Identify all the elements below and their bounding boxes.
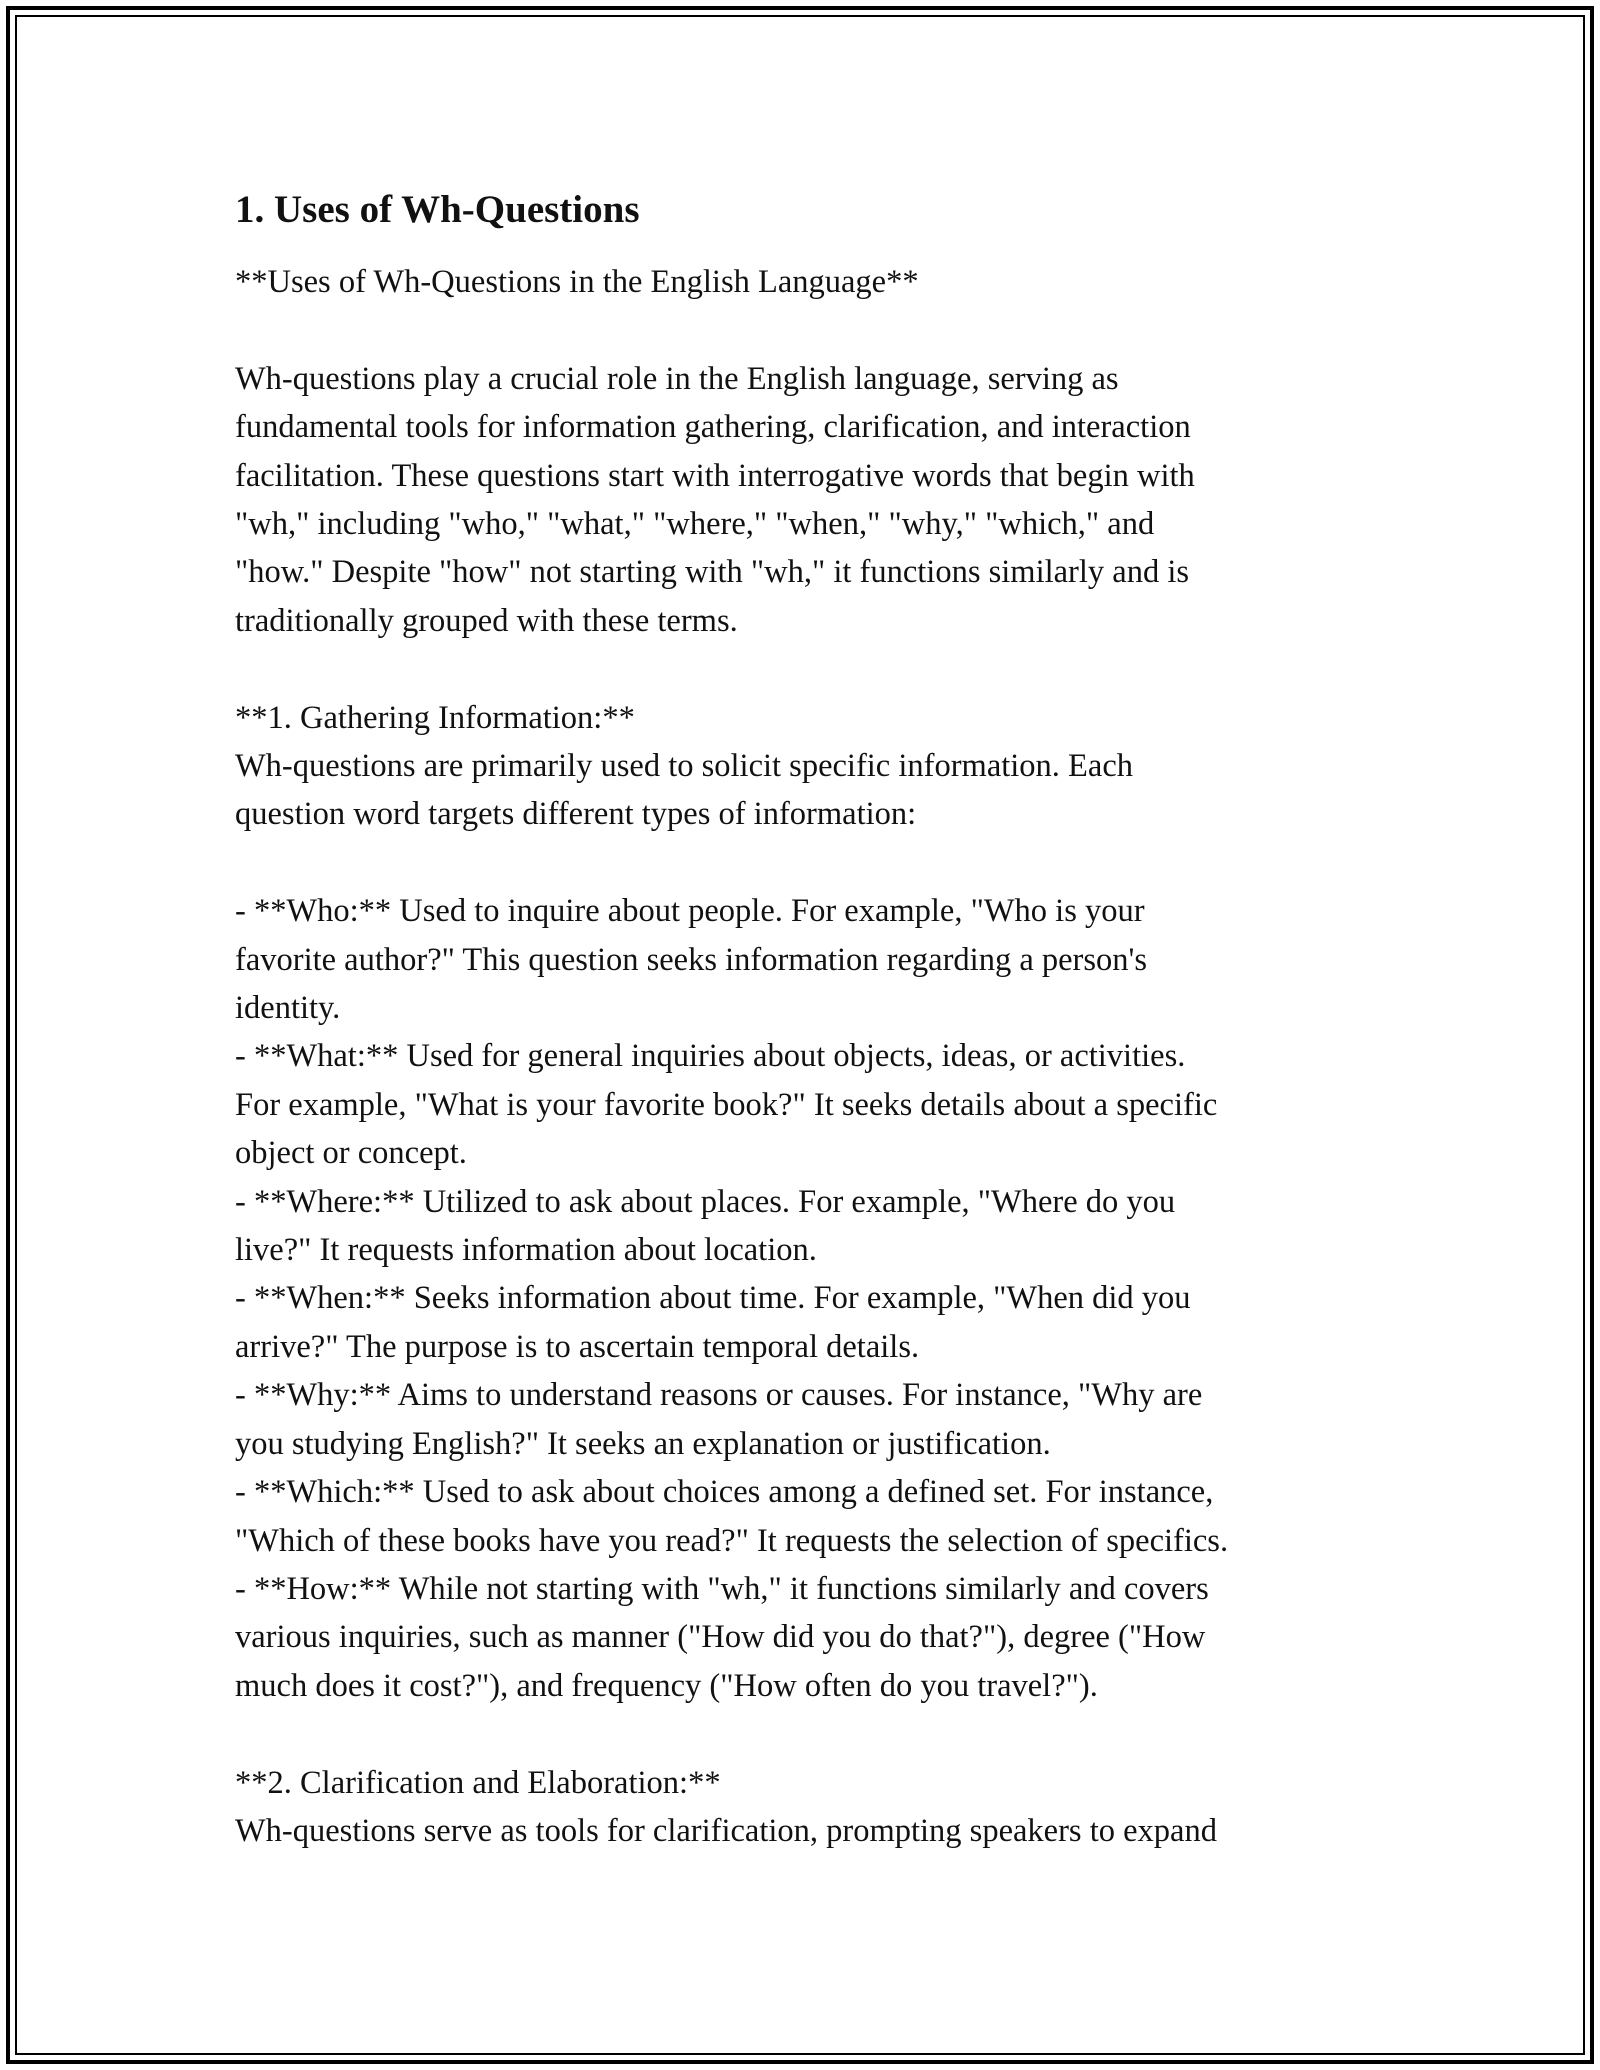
text-line: Wh-questions play a crucial role in the English language, serving as bbox=[235, 360, 1119, 397]
text-line: "how." Despite "how" not starting with "wh," it functions similarly and is bbox=[235, 554, 1190, 591]
text-line: you studying English?" It seeks an explanation or justification. bbox=[235, 1425, 1051, 1462]
text-line: - **Which:** Used to ask about choices among a defined set. For instance, bbox=[235, 1474, 1214, 1511]
document-heading: 1. Uses of Wh-Questions bbox=[235, 188, 640, 231]
text-line: - **Why:** Aims to understand reasons or causes. For instance, "Why are bbox=[235, 1377, 1203, 1414]
text-line: traditionally grouped with these terms. bbox=[235, 602, 738, 639]
text-line: arrive?" The purpose is to ascertain temporal details. bbox=[235, 1328, 920, 1365]
text-line: Wh-questions serve as tools for clarification, prompting speakers to expand bbox=[235, 1812, 1217, 1849]
blank-line bbox=[235, 645, 1375, 693]
document-body bbox=[235, 180, 1375, 1855]
blank-line bbox=[235, 839, 1375, 887]
text-line: "Which of these books have you read?" It requests the selection of specifics. bbox=[235, 1522, 1229, 1559]
text-line: "wh," including "who," "what," "where," "when," "why," "which," and bbox=[235, 506, 1155, 543]
blank-line bbox=[235, 1710, 1375, 1758]
text-line: **1. Gathering Information:** bbox=[235, 699, 635, 736]
text-line: - **Where:** Utilized to ask about places. For example, "Where do you bbox=[235, 1183, 1176, 1220]
text-line: question word targets different types of information: bbox=[235, 796, 917, 833]
text-line: **Uses of Wh-Questions in the English Language** bbox=[235, 264, 919, 300]
text-line: For example, "What is your favorite book?" It seeks details about a specific bbox=[235, 1086, 1218, 1123]
text-line: facilitation. These questions start with interrogative words that begin with bbox=[235, 457, 1195, 494]
text-line: - **When:** Seeks information about time. For example, "When did you bbox=[235, 1280, 1191, 1317]
text-line: - **Who:** Used to inquire about people. For example, "Who is your bbox=[235, 893, 1145, 930]
document-text bbox=[235, 258, 1375, 1855]
text-line: - **What:** Used for general inquiries about objects, ideas, or activities. bbox=[235, 1038, 1186, 1075]
text-line: favorite author?" This question seeks information regarding a person's bbox=[235, 941, 1148, 978]
blank-line bbox=[235, 306, 1375, 354]
text-line: Wh-questions are primarily used to solicit specific information. Each bbox=[235, 748, 1134, 785]
text-line: fundamental tools for information gathering, clarification, and interaction bbox=[235, 409, 1191, 446]
text-line: - **How:** While not starting with "wh," it functions similarly and covers bbox=[235, 1570, 1209, 1607]
text-line: live?" It requests information about location. bbox=[235, 1232, 817, 1269]
text-line: much does it cost?"), and frequency ("How often do you travel?"). bbox=[235, 1667, 1098, 1704]
text-line: various inquiries, such as manner ("How did you do that?"), degree ("How bbox=[235, 1619, 1206, 1656]
text-line: **2. Clarification and Elaboration:** bbox=[235, 1764, 721, 1801]
text-line: identity. bbox=[235, 990, 341, 1027]
text-line: object or concept. bbox=[235, 1135, 467, 1172]
